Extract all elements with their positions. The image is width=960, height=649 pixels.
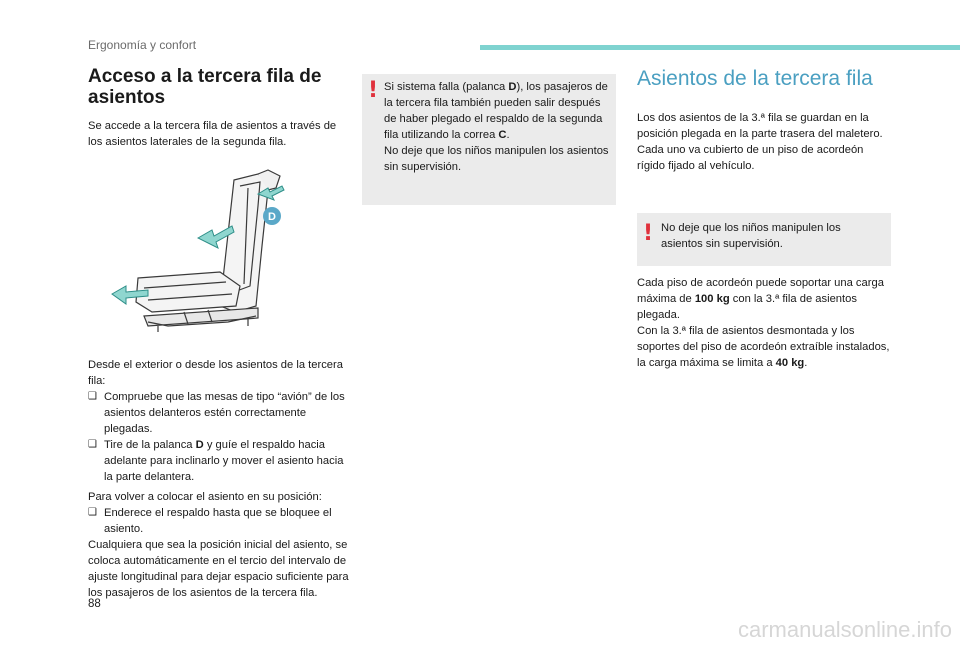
intro-paragraph (88, 118, 352, 150)
return-intro: Para volver a colocar el asiento en su posición: (88, 491, 322, 503)
checkbox-icon: ❑ (88, 391, 97, 402)
step-text-bold: D (195, 439, 204, 451)
intro-text: Se accede a la tercera fila de asientos a través de los asientos laterales de la segunda fila. (88, 120, 337, 148)
step-item (88, 389, 352, 437)
lever-d-label: D (268, 211, 276, 223)
seat-illustration (108, 166, 298, 334)
section-heading-third-row: Asientos de la tercera fila (637, 67, 873, 90)
section-heading-access: Acceso a la tercera fila de asientos (88, 66, 322, 108)
right-intro-text: Los dos asientos de la 3.ª fila se guardan en la posición plegada en la parte trasera del maletero. Cada uno va cubierto de un piso de acordeón rígido fijado al vehículo. (637, 112, 883, 172)
checkbox-icon: ❑ (88, 439, 97, 450)
warning-box-right (637, 213, 891, 266)
warning-icon: ! (368, 78, 379, 103)
steps-block (88, 357, 352, 601)
step-item (88, 437, 352, 485)
step-text: Compruebe que las mesas de tipo “avión” de los asientos delanteros estén correctamente plegadas. (104, 391, 345, 435)
step-text: Tire de la palanca (104, 439, 196, 451)
warning-text: Si sistema falla (palanca D), los pasajeros de la tercera fila también pueden salir después de haber plegado el respaldo de la segunda fila utilizando la correa C. (384, 81, 608, 141)
return-paragraph: Cualquiera que sea la posición inicial del asiento, se coloca automáticamente en el tercio del intervalo de ajuste longitudinal para dejar espacio suficiente para los pasajeros de los asientos de la tercera fila. (88, 539, 349, 599)
steps-intro: Desde el exterior o desde los asientos de la tercera fila: (88, 359, 343, 387)
load-text: Con la 3.ª fila de asientos desmontada y los soportes del piso de acordeón extraíble instalados, la carga máxima se limita a 40 kg. (637, 325, 890, 369)
page-number: 88 (88, 598, 101, 610)
warning-icon: ! (643, 221, 654, 246)
load-block (637, 275, 891, 371)
watermark: carmanualsonline.info (737, 617, 952, 642)
warning-text: No deje que los niños manipulen los asientos sin supervisión. (384, 145, 609, 173)
right-intro (637, 110, 891, 174)
load-text: Cada piso de acordeón puede soportar una carga máxima de 100 kg con la 3.ª fila de asientos plegada. (637, 277, 884, 321)
warning-text: No deje que los niños manipulen los asientos sin supervisión. (661, 222, 841, 250)
step-text: Enderece el respaldo hasta que se bloquee el asiento. (104, 507, 332, 535)
header-title: Ergonomía y confort (88, 38, 197, 52)
step-text: y guíe el respaldo hacia adelante para inclinarlo y mover el asiento hacia la parte delantera. (104, 439, 344, 483)
step-item (88, 505, 352, 537)
header-accent-bar (480, 45, 960, 50)
warning-box-middle (362, 74, 616, 205)
checkbox-icon: ❑ (88, 507, 97, 518)
